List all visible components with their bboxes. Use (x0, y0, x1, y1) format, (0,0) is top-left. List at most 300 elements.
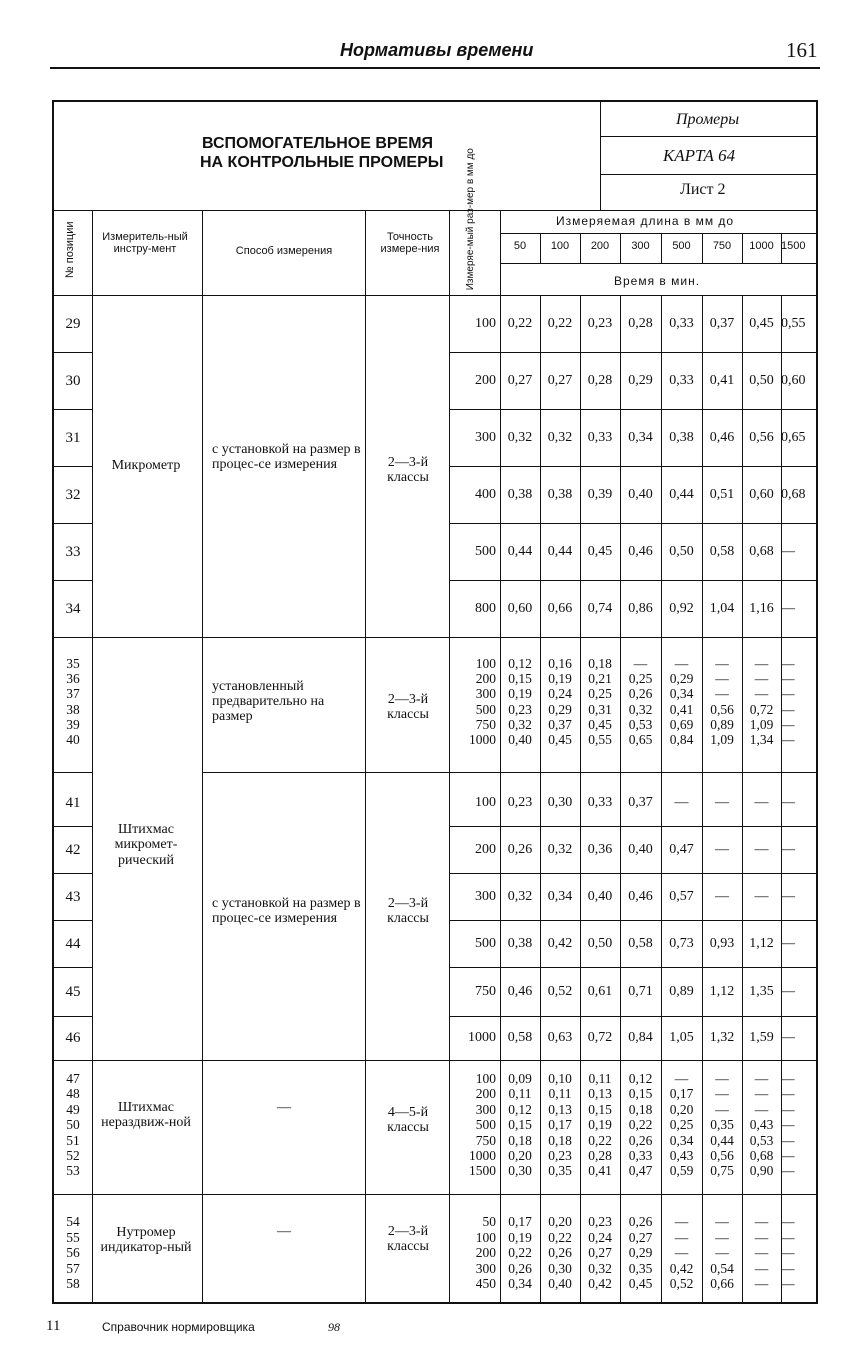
time-value: 0,43 (669, 1148, 694, 1163)
time-value: 0,28 (628, 315, 653, 331)
measured-size: 750 (475, 983, 496, 999)
time-value: 0,23 (507, 794, 533, 810)
card-title-line1: ВСПОМОГАТЕЛЬНОЕ ВРЕМЯ (202, 135, 434, 152)
time-value: — (715, 686, 729, 702)
category-label: Промеры (676, 111, 740, 128)
time-value: 0,28 (588, 1148, 612, 1163)
time-value: 0,42 (588, 1276, 612, 1291)
time-value: 0,32 (547, 841, 573, 857)
position-number: 41 (65, 794, 81, 811)
time-value: 0,26 (628, 686, 653, 702)
measured-size: 800 (475, 600, 496, 616)
time-value: 0,27 (588, 1245, 612, 1260)
time-value: 0,24 (548, 686, 572, 702)
time-value: — (781, 1260, 795, 1276)
position-number: 52 (66, 1148, 80, 1163)
time-value: — (754, 841, 769, 857)
time-value: 1,05 (669, 1030, 694, 1045)
time-value: 0,89 (710, 716, 734, 732)
time-value: 0,54 (710, 1260, 734, 1276)
time-value: 1,35 (749, 983, 774, 999)
time-value: — (754, 1086, 769, 1102)
measured-size: 400 (475, 486, 496, 502)
time-value: — (781, 1071, 795, 1086)
length-values-rule (500, 263, 818, 264)
measured-size: 100 (475, 315, 496, 331)
time-value: 0,45 (749, 315, 774, 331)
time-value: 0,38 (507, 935, 533, 951)
measured-size: 500 (475, 1117, 496, 1133)
row-rule (54, 826, 92, 827)
position-number: 36 (66, 671, 80, 687)
time-value: 0,45 (587, 543, 613, 559)
time-value: 0,32 (508, 716, 532, 732)
time-value: 0,11 (588, 1071, 612, 1086)
row-rule (449, 967, 818, 968)
time-value: — (781, 716, 795, 732)
time-value: 0,17 (508, 1214, 532, 1229)
time-value: — (781, 1245, 795, 1260)
time-value: 0,29 (669, 671, 694, 687)
time-value: 0,59 (669, 1163, 694, 1179)
time-value: 0,41 (588, 1163, 612, 1179)
time-value: — (715, 1071, 729, 1086)
measured-size: 300 (475, 1260, 496, 1276)
card-label-rule (600, 174, 818, 175)
time-value: 0,51 (709, 486, 735, 502)
time-value: 0,60 (749, 486, 774, 502)
time-value: 0,47 (669, 841, 694, 857)
time-value: 0,68 (749, 1148, 774, 1163)
micrometer-accuracy: 2—3-й классы (387, 455, 429, 486)
time-value: 0,56 (710, 701, 734, 717)
length-label: 1000 (749, 240, 774, 252)
time-value: — (674, 656, 689, 671)
row-rule (54, 523, 92, 524)
length-header-rule (500, 233, 818, 234)
measured-size: 200 (475, 671, 496, 687)
micrometer-method: с установкой на размер в процес-се измерения (212, 442, 361, 472)
row-rule (54, 1016, 92, 1017)
time-value: 0,25 (588, 686, 612, 702)
time-value: 0,32 (628, 701, 653, 717)
shtikhmas-fixed-accuracy: 4—5-й классы (387, 1105, 429, 1136)
time-value: 0,22 (548, 1229, 572, 1245)
time-value: 0,18 (588, 656, 612, 671)
time-value: 1,09 (749, 716, 774, 732)
time-value: — (781, 841, 795, 857)
time-value: 0,44 (710, 1132, 734, 1148)
time-value: 0,26 (507, 841, 533, 857)
time-value: 0,66 (547, 600, 573, 616)
time-value: 0,22 (547, 315, 573, 331)
time-value: 0,46 (709, 429, 735, 445)
measured-size: 100 (475, 794, 496, 810)
time-value: 0,68 (749, 543, 774, 559)
time-value: 0,25 (669, 1117, 694, 1133)
time-value: 0,31 (588, 701, 612, 717)
group-rule (54, 1194, 818, 1195)
time-value: 0,40 (628, 841, 653, 857)
time-value: 0,56 (710, 1148, 734, 1163)
measured-size: 500 (475, 935, 496, 951)
time-value: 0,72 (749, 701, 774, 717)
time-value: 0,26 (628, 1132, 653, 1148)
time-value: 0,37 (548, 716, 572, 732)
time-value: — (715, 656, 729, 671)
time-value: 0,18 (628, 1101, 653, 1117)
position-number: 42 (65, 841, 81, 858)
time-value: 0,22 (588, 1132, 612, 1148)
measured-size: 50 (482, 1214, 496, 1229)
time-value: — (781, 701, 795, 717)
time-value: 0,24 (588, 1229, 612, 1245)
row-rule (54, 466, 92, 467)
shtikhmas-accuracy: 2—3-й классы (387, 896, 429, 927)
footer-number: 11 (46, 1318, 61, 1334)
time-value: 0,65 (628, 732, 653, 747)
time-value: 0,46 (507, 983, 533, 999)
time-value: — (715, 841, 729, 857)
time-value: 0,58 (507, 1030, 533, 1045)
position-number: 55 (66, 1229, 80, 1245)
group-rule (54, 1060, 818, 1061)
position-number: 32 (65, 486, 81, 503)
time-value: 0,25 (628, 671, 653, 687)
time-value: 0,33 (628, 1148, 653, 1163)
position-number: 49 (66, 1101, 80, 1117)
time-value: 0,10 (548, 1071, 572, 1086)
time-value: 0,40 (587, 888, 613, 904)
time-value: 0,45 (628, 1276, 653, 1291)
row-rule (54, 580, 92, 581)
time-value: 0,34 (669, 1132, 694, 1148)
time-value: 0,42 (669, 1260, 694, 1276)
time-value: — (674, 794, 689, 810)
time-value: — (715, 1229, 729, 1245)
measured-size: 1000 (469, 1148, 496, 1163)
header-length: Измеряемая длина в мм до (556, 214, 735, 228)
time-value: 0,73 (669, 935, 694, 951)
time-value: 0,34 (547, 888, 573, 904)
time-value: 0,15 (588, 1101, 612, 1117)
length-label: 1500 (781, 240, 806, 252)
time-value: 0,44 (669, 486, 694, 502)
time-value: 0,39 (587, 486, 613, 502)
running-title: Нормативы времени (340, 40, 534, 60)
measured-size: 100 (475, 1071, 496, 1086)
time-value: 0,38 (547, 486, 573, 502)
time-value: 0,72 (587, 1030, 613, 1045)
measured-size: 300 (475, 429, 496, 445)
time-value: 0,11 (548, 1086, 572, 1102)
time-value: 0,27 (507, 372, 533, 388)
time-value: 0,32 (507, 888, 533, 904)
position-number: 31 (65, 429, 81, 446)
time-value: 0,15 (628, 1086, 653, 1102)
time-value: — (781, 1030, 795, 1045)
time-value: 0,12 (508, 656, 532, 671)
row-rule (54, 409, 92, 410)
time-value: 0,09 (508, 1071, 532, 1086)
group-rule (54, 637, 818, 638)
time-value: 0,84 (669, 732, 694, 747)
measured-size: 750 (475, 1132, 496, 1148)
time-value: 0,38 (507, 486, 533, 502)
bore-gauge-instrument: Нутромер индикатор-ный (100, 1225, 192, 1256)
time-value: 0,32 (507, 429, 533, 445)
position-number: 50 (66, 1117, 80, 1133)
time-value: — (754, 1245, 769, 1260)
time-value: 0,40 (548, 1276, 572, 1291)
measured-size: 200 (475, 1086, 496, 1102)
time-value: — (781, 1276, 795, 1291)
time-value: 0,33 (669, 372, 694, 388)
time-value: — (781, 1148, 795, 1163)
shtikhmas-instrument: Штихмас микромет-рический (114, 822, 178, 868)
time-value: 0,86 (628, 600, 653, 616)
time-value: 0,26 (508, 1260, 532, 1276)
time-value: 0,47 (628, 1163, 653, 1179)
measured-size: 100 (475, 656, 496, 671)
row-rule (54, 920, 92, 921)
position-number: 45 (65, 983, 81, 1000)
time-value: 0,23 (508, 701, 532, 717)
time-value: — (781, 543, 795, 559)
time-value: — (781, 1132, 795, 1148)
position-number: 33 (65, 543, 81, 560)
time-value: 0,15 (508, 671, 532, 687)
time-value: 0,37 (628, 794, 653, 810)
column-rule (92, 210, 93, 1304)
time-value: — (781, 1229, 795, 1245)
time-value: 0,37 (709, 315, 735, 331)
footer-text: Справочник нормировщика (102, 1320, 255, 1334)
time-value: 0,35 (548, 1163, 572, 1179)
position-number: 43 (65, 888, 81, 905)
time-value: 0,33 (669, 315, 694, 331)
time-value: 0,45 (588, 716, 612, 732)
page-number: 161 (786, 38, 818, 62)
time-value: 0,75 (710, 1163, 734, 1179)
time-value: 0,42 (547, 935, 573, 951)
time-value: 0,84 (628, 1030, 653, 1045)
time-value: 0,28 (587, 372, 613, 388)
time-value: 0,60 (507, 600, 533, 616)
position-number: 38 (66, 701, 80, 717)
time-value: 0,26 (628, 1214, 653, 1229)
time-value: 0,12 (508, 1101, 532, 1117)
position-number: 29 (65, 315, 81, 332)
length-label: 200 (590, 240, 610, 252)
row-rule (449, 409, 818, 410)
time-value: — (754, 656, 769, 671)
time-value: 1,34 (749, 732, 774, 747)
time-value: — (674, 1071, 689, 1086)
footer-code: 98 (328, 1320, 340, 1334)
position-number: 56 (66, 1245, 80, 1260)
time-value: 1,04 (709, 600, 735, 616)
time-value: 0,13 (548, 1101, 572, 1117)
position-number: 51 (66, 1132, 80, 1148)
time-value: 0,71 (628, 983, 653, 999)
time-value: 0,23 (548, 1148, 572, 1163)
time-value: 0,17 (548, 1117, 572, 1133)
norms-card (52, 100, 818, 1304)
row-rule (449, 352, 818, 353)
group-rule (202, 772, 818, 773)
position-number: 57 (66, 1260, 80, 1276)
time-value: — (715, 1245, 729, 1260)
bore-gauge-accuracy: 2—3-й классы (387, 1224, 429, 1255)
measured-size: 750 (475, 716, 496, 732)
time-value: 0,34 (508, 1276, 532, 1291)
length-label: 100 (550, 240, 570, 252)
time-value: 0,63 (547, 1030, 573, 1045)
time-value: — (674, 1214, 689, 1229)
time-value: 0,12 (628, 1071, 653, 1086)
time-value: 0,27 (628, 1229, 653, 1245)
measured-size: 200 (475, 372, 496, 388)
time-value: — (633, 656, 648, 671)
row-rule (54, 352, 92, 353)
time-value: — (781, 935, 795, 951)
time-value: 0,16 (548, 656, 572, 671)
shtikhmas-preset-accuracy: 2—3-й классы (387, 692, 429, 723)
time-value: — (715, 1214, 729, 1229)
time-value: — (674, 1229, 689, 1245)
row-rule (449, 826, 818, 827)
header-bottom-rule (54, 295, 818, 296)
time-value: 0,50 (749, 372, 774, 388)
time-value: — (715, 1101, 729, 1117)
measured-size: 300 (475, 888, 496, 904)
card-title-line2: НА КОНТРОЛЬНЫЕ ПРОМЕРЫ (200, 154, 444, 171)
time-value: — (781, 1163, 795, 1179)
position-number: 35 (66, 656, 80, 671)
time-value: 0,56 (749, 429, 774, 445)
time-value: — (754, 1071, 769, 1086)
position-number: 40 (66, 732, 80, 747)
time-value: 0,74 (587, 600, 613, 616)
time-value: 0,52 (547, 983, 573, 999)
time-value: — (715, 794, 729, 810)
time-value: — (715, 671, 729, 687)
time-value: 0,21 (588, 671, 612, 687)
time-value: 0,27 (547, 372, 573, 388)
time-value: 0,38 (669, 429, 694, 445)
measured-size: 500 (475, 701, 496, 717)
position-number: 47 (66, 1071, 80, 1086)
time-value: 1,12 (749, 935, 774, 951)
column-rule (202, 210, 203, 1304)
time-value: 0,30 (547, 794, 573, 810)
time-value: 0,11 (508, 1086, 532, 1102)
time-value: 0,29 (628, 1245, 653, 1260)
time-value: 0,22 (628, 1117, 653, 1133)
position-number: 58 (66, 1276, 80, 1291)
time-value: 0,22 (507, 315, 533, 331)
time-value: 0,13 (588, 1086, 612, 1102)
measured-size: 500 (475, 543, 496, 559)
header-rule (50, 67, 820, 69)
title-divider (600, 102, 601, 210)
time-value: 0,46 (628, 543, 653, 559)
time-value: 0,50 (669, 543, 694, 559)
position-number: 39 (66, 716, 80, 732)
time-value: — (715, 888, 729, 904)
time-value: 0,41 (709, 372, 735, 388)
time-value: — (781, 671, 795, 687)
time-value: 0,17 (669, 1086, 694, 1102)
row-rule (449, 920, 818, 921)
time-value: 0,35 (710, 1117, 734, 1133)
time-value: 0,55 (781, 315, 806, 331)
time-value: 0,19 (548, 671, 572, 687)
time-value: 0,57 (669, 888, 694, 904)
time-value: — (781, 686, 795, 702)
time-value: 0,50 (587, 935, 613, 951)
row-rule (449, 580, 818, 581)
position-number: 53 (66, 1163, 80, 1179)
time-value: 0,66 (710, 1276, 734, 1291)
time-value: 0,33 (587, 429, 613, 445)
row-rule (449, 1016, 818, 1017)
time-value: 1,32 (709, 1030, 735, 1045)
time-value: 0,23 (587, 315, 613, 331)
time-value: 0,33 (587, 794, 613, 810)
time-value: 0,22 (508, 1245, 532, 1260)
measured-size: 100 (475, 1229, 496, 1245)
time-value: 0,20 (508, 1148, 532, 1163)
time-value: 0,18 (548, 1132, 572, 1148)
group-rule (54, 772, 92, 773)
time-value: 0,41 (669, 701, 694, 717)
bore-gauge-method: — (277, 1224, 291, 1239)
time-value: 0,19 (588, 1117, 612, 1133)
time-value: — (754, 888, 769, 904)
header-time: Время в мин. (614, 274, 701, 288)
row-rule (449, 523, 818, 524)
time-value: — (754, 1276, 769, 1291)
time-value: — (781, 888, 795, 904)
time-value: 0,55 (588, 732, 612, 747)
length-label: 750 (712, 240, 732, 252)
time-value: — (754, 1229, 769, 1245)
time-value: 0,19 (508, 1229, 532, 1245)
time-value: 0,43 (749, 1117, 774, 1133)
header-instrument: Измеритель-ный инстру-мент (102, 231, 188, 255)
micrometer-instrument: Микрометр (111, 458, 181, 473)
time-value: — (781, 600, 795, 616)
time-value: — (754, 1101, 769, 1117)
header-accuracy: Точность измере-ния (380, 231, 440, 255)
row-rule (54, 873, 92, 874)
time-value: 0,36 (587, 841, 613, 857)
time-value: 0,40 (628, 486, 653, 502)
card-number: КАРТА 64 (663, 146, 736, 165)
time-value: 0,89 (669, 983, 694, 999)
time-value: 1,16 (749, 600, 774, 616)
time-value: 0,44 (547, 543, 573, 559)
row-rule (54, 967, 92, 968)
time-value: 0,68 (781, 486, 806, 502)
time-value: — (781, 794, 795, 810)
time-value: — (754, 794, 769, 810)
time-value: — (715, 1086, 729, 1102)
time-value: 1,59 (749, 1030, 774, 1045)
measured-size: 450 (475, 1276, 496, 1291)
